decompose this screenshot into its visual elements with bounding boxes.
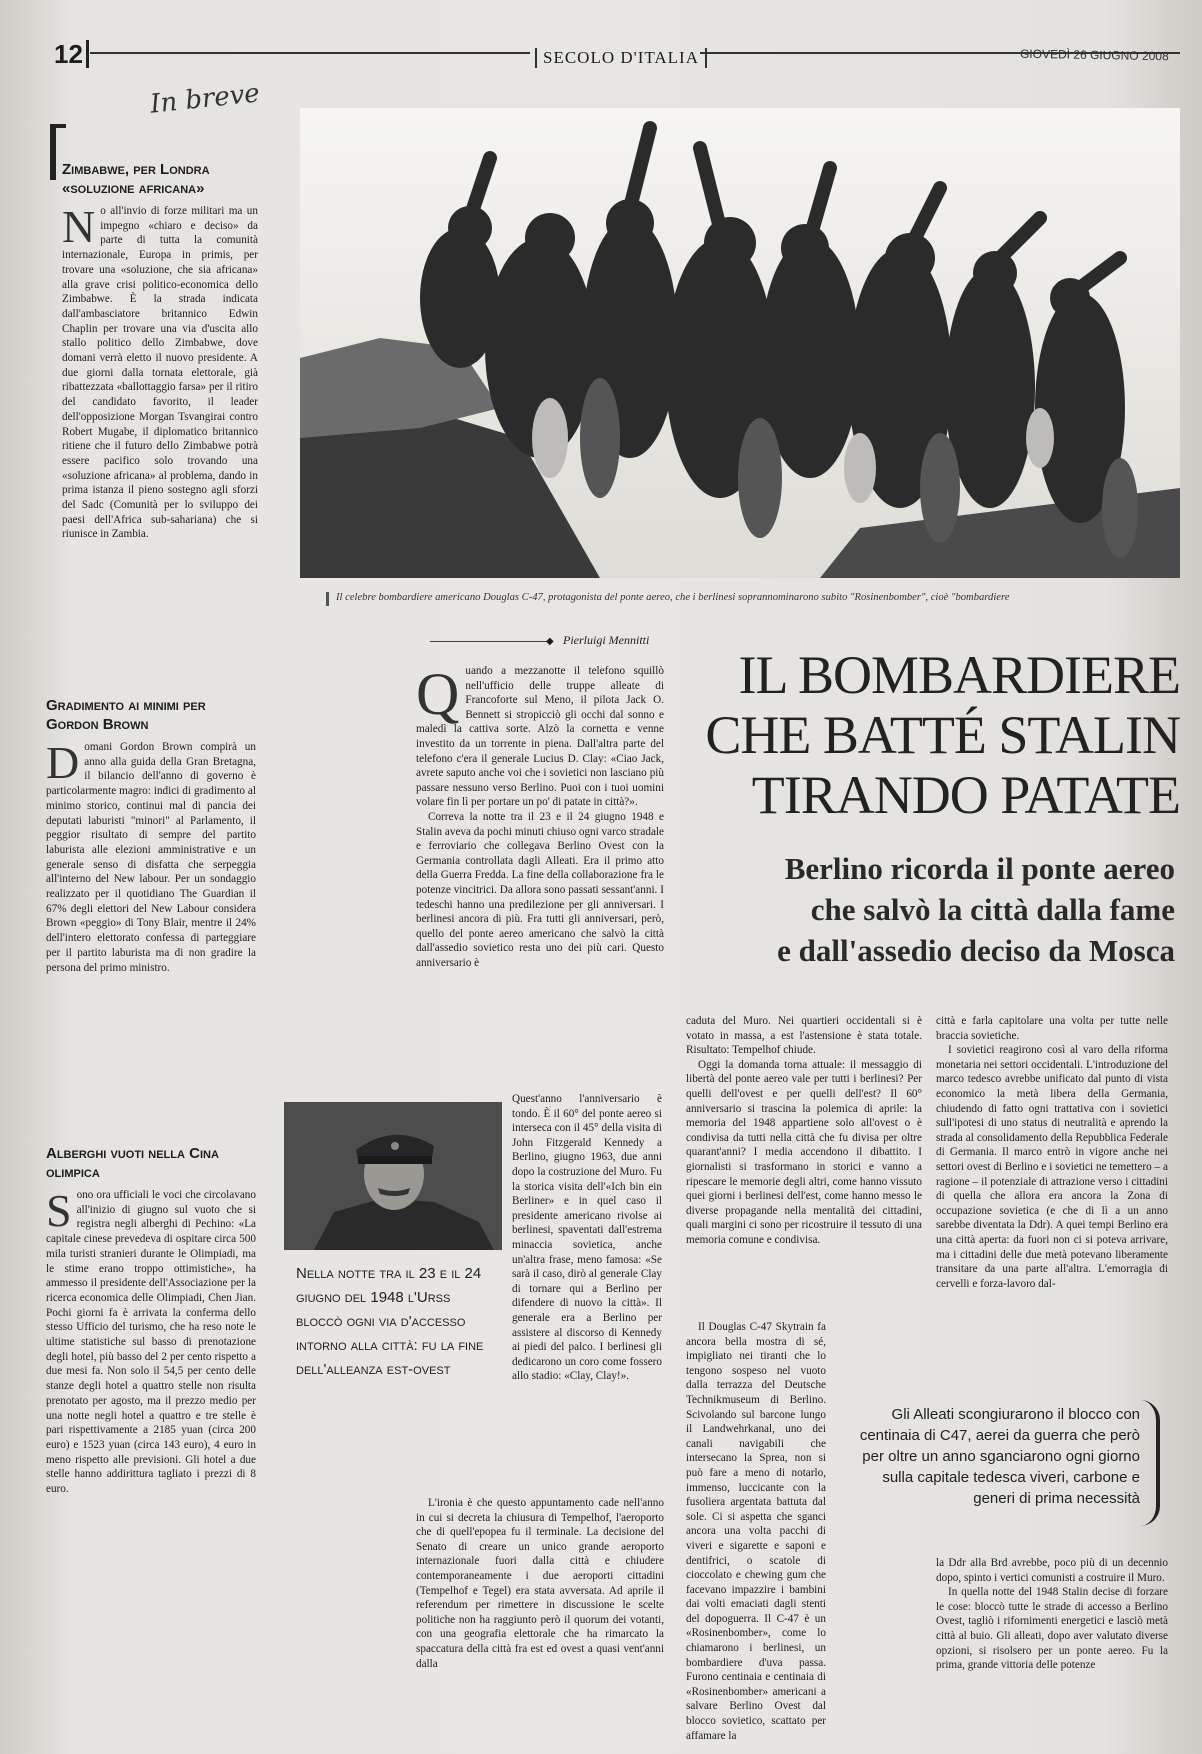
article-col1-upper bbox=[416, 661, 664, 970]
article-paragraph: Correva la notte tra il 23 e il 24 giugno 1948 e Stalin aveva da pochi minuti chiuso ogni varco stradale e ferroviario che collegava Berlino Ovest con la Germania controllata dagli Alleati. Era il primo atto della Guerra Fredda. La fine della collaborazione fra le potenze vincitrici. Da allora sono passati sessant'anni. I tedeschi hanno una predilezione per gli anniversari. I berlinesi ancora di più. Fra tutti gli anniversari, però, quello del ponte aereo americano che salvò la città dall'assedio sovietico resta uno dei più cari. Questo anniversario è bbox=[416, 810, 664, 969]
article-paragraph: caduta del Muro. Nei quartieri occidentali si è votato in massa, a est l'astensione è stata totale. Risultato: Tempelhof chiude. bbox=[686, 1015, 922, 1057]
article-col1-lower bbox=[416, 1496, 664, 1671]
pullquote-brace bbox=[1140, 1400, 1160, 1526]
brief-body: Domani Gordon Brown compirà un anno alla guida della Gran Bretagna, il bilancio dell'anno di governo è particolarmente magro: indici di gradimento al minimo storico, continui mal di pancia dei deputati laburisti "minori" al Parlamento, il peggior risultato di sempre del partito laburista alle elezioni amministrative e un generale senso di disfatta che serpeggia all'interno del New labour. Per un sondaggio realizzato per il quotidiano The Guardian il 67% degli elettori del New Labour considera Brown «peggio» di Tony Blair, mentre il 24% dell'intero elettorato confessa di parteggiare per il partito laburista ma di non gradire la persona del primo ministro. bbox=[46, 737, 256, 974]
pullquote-stalin: Nella notte tra il 23 e il 24 giugno del 1948 l'Urss bloccò ogni via d'accesso intorno alla città: fu la fine dell'alleanza est-ovest bbox=[296, 1265, 484, 1378]
page-number: 12 bbox=[54, 40, 89, 68]
drop-cap: Q bbox=[416, 661, 460, 727]
article-paragraph: Oggi la domanda torna attuale: il messaggio di libertà del ponte aereo vale per tutti i berlinesi? Per quelli dell'ovest e per quelli dell'est? Il 60° anniversario si trascina la polemica di aprile: la memoria del 1948 appartiene solo all'ovest o è condivisa da tutti nella città che fu divisa per oltre quarant'anni? I media accendono il dibattito. I giornalisti si trasformano in storici e vanno a ripescare le memorie degli altri, come hanno vissuto quei giorni i berlinesi dell'est, come hanno messo le diverse propagande nella mentalità dei cittadini, quali margini ci sono per ricostruire il tessuto di una memoria comune e condivisa. bbox=[686, 1058, 922, 1246]
brief-alberghi-cina bbox=[46, 1144, 256, 1497]
article-paragraph: Quest'anno l'anniversario è tondo. È il 60° del ponte aereo si interseca con il 45° della visita di John Fitzgerald Kennedy a Berlino, giugno 1963, due anni dopo la costruzione del Muro. Fu la storica visita dell'«Ich bin ein Berliner» e in quel caso il presidente americano rivolse ai berlinesi, spaventati dall'estrema minaccia sovietica, anche un'altra frase, meno famosa: «Se sarà il caso, dirò al generale Clay di tornare qui a Berlino per difendere di nuovo la città». Il generale era a Berlino per assistere al discorso di Kennedy ai piedi del palco. I berlinesi gli dedicarono un coro come fossero allo stadio: «Clay, Clay!». bbox=[512, 1093, 662, 1383]
article-paragraph: la Ddr alla Brd avrebbe, poco più di un decennio dopo, spinto i vertici comunisti a costruire il Muro. bbox=[936, 1557, 1168, 1584]
brief-headline: Alberghi vuoti nella Cina olimpica bbox=[46, 1145, 219, 1181]
author-bullet: ◆ bbox=[546, 636, 554, 647]
drop-cap: D bbox=[46, 737, 80, 788]
article-headline: IL BOMBARDIERE CHE BATTÉ STALIN TIRANDO PATATE bbox=[705, 645, 1180, 825]
brief-gordon-brown bbox=[46, 696, 256, 975]
brief-body: No all'invio di forze militari ma un impegno «chiaro e deciso» da parte di tutta la comunità internazionale, Europa in primis, per trovare una «soluzione, che sia africana» alla grave crisi politico-economica dello Zimbabwe. È la strada indicata dall'ambasciatore britannico Edwin Chaplin per trovare una via d'uscita allo stallo politico dello Zimbabwe, dove domani verrà eletto il nuovo presidente. A due giorni dalla tornata elettorale, già ribattezzata «ballottaggio farsa» per il ritiro del candidato favorito, il leader dell'opposizione Morgan Tsvangirai contro Robert Mugabe, il diplomatico britannico ritiene che il futuro dello Zimbabwe potrà essere pacifico solo trovando una «soluzione africana» al problema, dando in prima istanza il pieno sostegno agli sforzi del Sadc (Comunità per lo sviluppo dei paesi dell'Africa sub-sahariana) che si riunisce in Zambia. bbox=[62, 201, 258, 541]
in-breve-label: In breve bbox=[148, 78, 262, 120]
article-author: Pierluigi Mennitti bbox=[563, 633, 650, 647]
article-col3-lower bbox=[936, 1556, 1168, 1673]
drop-cap: S bbox=[46, 1185, 72, 1236]
article-paragraph: I sovietici reagirono così al varo della riforma monetaria nei settori occidentali. L'introduzione del marco tedesco avrebbe unificato dal punto di vista economico la metà libera della Germania, chiudendo di fatto ogni trattativa con i sovietici sull'ipotesi di uno status di neutralità e aprendo la strada al consolidamento della Repubblica Federale di Germania. Il marco entrò in vigore anche nei settori ovest di Berlino e i sovietici ne temettero – a ragione – il potenziale di attrazione verso i cittadini di quella che allora era ancora la Zona di occupazione sovietica (e che di lì a un anno sarebbe diventata la Ddr). A quei tempi Berlino era una città aperta: da fuori non ci si poteva arrivare, ma i cittadini delle due metà potevano liberamente transitare da una parte all'altra. L'emorragia di cervelli e forza-lavoro dal- bbox=[936, 1044, 1168, 1290]
author-rule bbox=[430, 641, 548, 642]
brief-body: Sono ora ufficiali le voci che circolavano all'inizio di giugno sul vuoto che si registra negli alberghi di Pechino: «La capitale cinese prevedeva di ospitare circa 500 mila turisti stranieri durante le Olimpiadi, ma le stime erano troppo ottimistiche», ha ammesso il presidente dell'Associazione per la ricerca economica delle Olimpiadi, Chen Jian. Pochi giorni fa è arrivata la conferma dello stesso Ufficio del turismo, che ha reso note le ultime statistiche sul basso di prenotazione degli hotel, più basso del 2 per cento rispetto a due mesi fa. Non solo il 54,5 per cento delle stanze degli hotel a quattro stelle non risulta prenotato per agosto, ma il prezzo medio per una notte negli hotel a quattro e tre stelle è pari rispettivamente a 2185 yuan (circa 200 euro) e 1523 yuan (circa 143 euro), 4 euro in meno rispetto alle previsioni. Gli hotel a due stelle hanno addirittura tagliato i prezzi di 8 euro. bbox=[46, 1185, 256, 1496]
article-paragraph: In quella notte del 1948 Stalin decise di forzare le cose: bloccò tutte le strade di accesso a Berlino Ovest, tagliò i rifornimenti energetici e lasciò metà città al buio. Gli alleati, dopo aver valutato diverse opzioni, si risolsero per un ponte aereo. Fu la prima, grande vittoria delle potenze bbox=[936, 1586, 1168, 1672]
article-paragraph: Quando a mezzanotte il telefono squillò nell'ufficio delle truppe alleate di Francoforte sul Meno, il pilota Jack O. Bennett si stropicciò gli occhi dal sonno e maledì la cattiva sorte. Alzò la cornetta e venne investito da un torrente in piena. Dall'altra parte del telefono c'era il generale Lucius D. Clay: «Ciao Jack, avrete saputo anche voi che i sovietici non lasciano più passare nessuno verso Berlino. Puoi con i tuoi uomini volare fin lì per portare un po' di patate in città?». bbox=[416, 661, 664, 809]
berlin-children-photo bbox=[300, 108, 1180, 578]
brief-headline: Zimbabwe, per Londra «soluzione africana» bbox=[62, 161, 210, 197]
photo-caption: Il celebre bombardiere americano Douglas C-47, protagonista del ponte aereo, che i berlinesi soprannominarono subito "Rosinenbomber", cioè "bombardiere bbox=[336, 592, 1010, 603]
article-paragraph: città e farla capitolare una volta per tutte nelle braccia sovietiche. bbox=[936, 1015, 1168, 1042]
article-subhead: Berlino ricorda il ponte aereo che salvò la città dalla fame e dall'assedio deciso da Mosca bbox=[777, 851, 1175, 968]
article-col2-lower bbox=[686, 1320, 826, 1743]
drop-cap: N bbox=[62, 201, 96, 252]
masthead-rule-left bbox=[90, 52, 530, 54]
brief-headline: Gradimento ai minimi per Gordon Brown bbox=[46, 697, 206, 733]
article-col1-middle bbox=[512, 1092, 662, 1384]
brief-zimbabwe bbox=[62, 160, 258, 542]
article-col3-upper bbox=[936, 1014, 1168, 1291]
caption-bar bbox=[326, 592, 329, 606]
article-paragraph: L'ironia è che questo appuntamento cade nell'anno in cui si decreta la chiusura di Tempelhof, l'aeroporto che di quell'epopea fu il terminale. La decisione del Senato di creare un unico grande aeroporto internazionale fuori dalla città e chiudere contemporaneamente i due aeroporti cittadini (Tempelhof e Tegel) era stata avversata. Ad aprile il referendum per rimettere in discussione le scelte politiche non ha raggiunto però il quorum dei votanti, con una geografia elettorale che ha rimarcato la spaccatura della città fra est ed ovest a quasi vent'anni dalla bbox=[416, 1497, 664, 1670]
article-col2-upper bbox=[686, 1014, 922, 1248]
article-paragraph: Il Douglas C-47 Skytrain fa ancora bella mostra di sé, impigliato nei tiranti che lo tengono sospeso nel vuoto dalla terrazza del Deutsche Technikmuseum di Berlino. Scivolando sul barcone lungo il Landwehrkanal, uno dei canali navigabili che intersecano la Sprea, non si può fare a meno di notarlo, immenso, luccicante con la fusoliera argentata battuta dal sole. Ci si aspetta che sganci ancora una volta pacchi di viveri e sigarette e saponi e dentifrici, o scatole di cioccolato e chewing gum che facevano impazzire i bambini dai volti emaciati dagli stenti del dopoguerra. Il C-47 è un «Rosinenbomber», come lo chiamarono i berlinesi, un bombardiere d'uva passa. Furono centinaia e centinaia di «Rosinenbomber» americani a salvare Berlino Ovest dal blocco sovietico, scattato per affamare la bbox=[686, 1321, 826, 1742]
stalin-portrait bbox=[284, 1102, 502, 1250]
newspaper-masthead: SECOLO D'ITALIA bbox=[535, 48, 707, 68]
pullquote-alleati: Gli Alleati scongiurarono il blocco con centinaia di C47, aerei da guerra che però per oltre un anno sganciarono ogni giorno sulla capitale tedesca viveri, carbone e generi di prima necessità bbox=[859, 1406, 1140, 1507]
issue-date: GIOVEDÌ 26 GIUGNO 2008 bbox=[1019, 46, 1169, 64]
